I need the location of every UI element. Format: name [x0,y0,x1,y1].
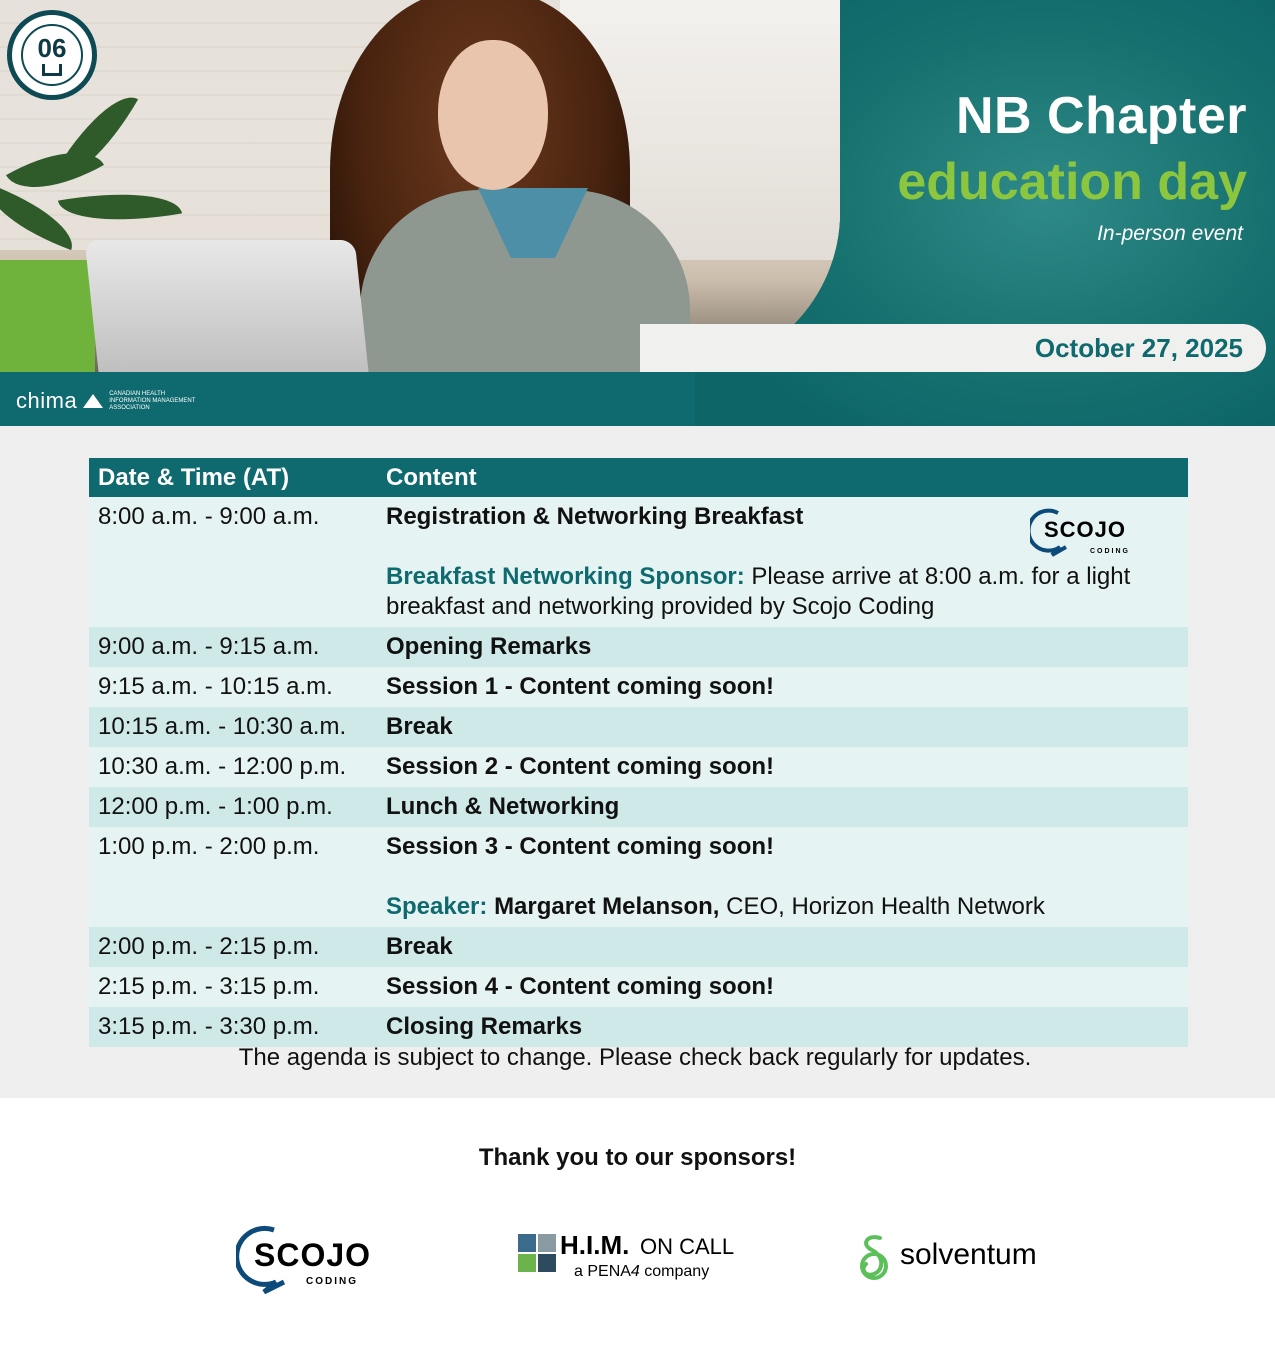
agenda-row [89,787,1188,827]
speaker-note [386,892,1179,922]
him-sub-number: 4 [630,1263,640,1280]
agenda-title: Registration & Networking Breakfast [386,503,804,530]
svg-text:a PENA4 company [574,1263,709,1280]
agenda-content [377,967,1188,1007]
credits-number: 06 [37,32,67,63]
agenda-time: 9:15 a.m. - 10:15 a.m. [89,667,377,707]
scojo-logo-small [1030,507,1150,557]
chima-triangle-icon [83,394,103,408]
agenda-content [377,627,1188,667]
agenda-header-content: Content [377,458,1188,497]
agenda-title: Break [386,713,453,740]
agenda-title: Lunch & Networking [386,793,620,820]
credits-badge-inner [21,24,83,86]
agenda-row [89,967,1188,1007]
scojo-small-sub: CODING [1090,548,1130,555]
event-date: October 27, 2025 [1034,333,1243,363]
agenda-content [377,667,1188,707]
agenda-title: Session 4 - Content coming soon! [386,973,775,1000]
agenda-content [377,497,1188,627]
event-subtitle: In-person event [1097,222,1243,245]
agenda-content [377,707,1188,747]
credits-badge [7,10,97,100]
him-wordmark: H.I.M. [560,1230,630,1260]
agenda-content [377,787,1188,827]
agenda-row [89,827,1188,927]
agenda-row [89,707,1188,747]
solventum-wordmark: solventum [900,1238,1037,1271]
breakfast-sponsor-text: Please arrive at 8:00 a.m. for a light breakfast and networking provided by Scojo Coding [386,563,1131,620]
agenda-time: 12:00 p.m. - 1:00 p.m. [89,787,377,827]
agenda-time: 1:00 p.m. - 2:00 p.m. [89,827,377,927]
agenda-time: 2:00 p.m. - 2:15 p.m. [89,927,377,967]
scojo-subtitle: CODING [306,1276,358,1287]
breakfast-sponsor-note [386,562,1179,622]
agenda-time: 10:15 a.m. - 10:30 a.m. [89,707,377,747]
event-title-line1: NB Chapter [955,87,1247,145]
agenda-time: 3:15 p.m. - 3:30 p.m. [89,1007,377,1047]
chima-tagline: CANADIAN HEALTH INFORMATION MANAGEMENT ASSOCIATION [109,390,196,411]
agenda-title: Session 2 - Content coming soon! [386,753,775,780]
chima-logo [16,388,199,414]
agenda-time: 9:00 a.m. - 9:15 a.m. [89,627,377,667]
event-header [0,0,1275,426]
scojo-coding-logo[interactable] [236,1222,396,1294]
agenda-row [89,497,1188,627]
speaker-name: Margaret Melanson, [494,893,720,920]
breakfast-sponsor-label: Breakfast Networking Sponsor: [386,563,745,590]
event-title-line2: education day [897,153,1247,211]
him-sub-suffix: company [639,1263,710,1280]
agenda-time: 10:30 a.m. - 12:00 p.m. [89,747,377,787]
agenda-content [377,747,1188,787]
agenda-content [377,827,1188,927]
agenda-row [89,1007,1188,1047]
agenda-header-time: Date & Time (AT) [89,458,377,497]
solventum-logo[interactable] [856,1230,1046,1284]
agenda-row [89,747,1188,787]
him-sub-prefix: a PENA [574,1263,631,1280]
agenda-title: Session 1 - Content coming soon! [386,673,775,700]
him-oncall-text: ON CALL [640,1234,735,1259]
agenda-row [89,627,1188,667]
agenda-title: Closing Remarks [386,1013,583,1040]
agenda-title: Opening Remarks [386,633,592,660]
agenda-time: 8:00 a.m. - 9:00 a.m. [89,497,377,627]
agenda-title: Break [386,933,453,960]
agenda-time: 2:15 p.m. - 3:15 p.m. [89,967,377,1007]
agenda-table [89,458,1188,1047]
chima-wordmark: chima [16,388,78,413]
agenda-disclaimer: The agenda is subject to change. Please check back regularly for updates. [238,1044,1032,1071]
hero-photo [0,0,840,372]
laptop [85,240,370,372]
credits-mark-icon [42,64,62,76]
agenda-row [89,667,1188,707]
agenda-content [377,1007,1188,1047]
person-face [438,40,548,190]
sponsors-title: Thank you to our sponsors! [478,1144,797,1171]
scojo-wordmark: SCOJO [254,1237,372,1273]
speaker-role: CEO, Horizon Health Network [726,893,1045,920]
agenda-content [377,927,1188,967]
agenda-title: Session 3 - Content coming soon! [386,833,775,860]
him-on-call-logo[interactable] [516,1228,746,1284]
agenda-row [89,927,1188,967]
speaker-label: Speaker: [386,893,488,920]
plant-pot [0,260,95,372]
agenda-section [0,426,1275,1098]
scojo-small-wordmark: SCOJO [1044,517,1127,542]
agenda-header-row [89,458,1188,497]
